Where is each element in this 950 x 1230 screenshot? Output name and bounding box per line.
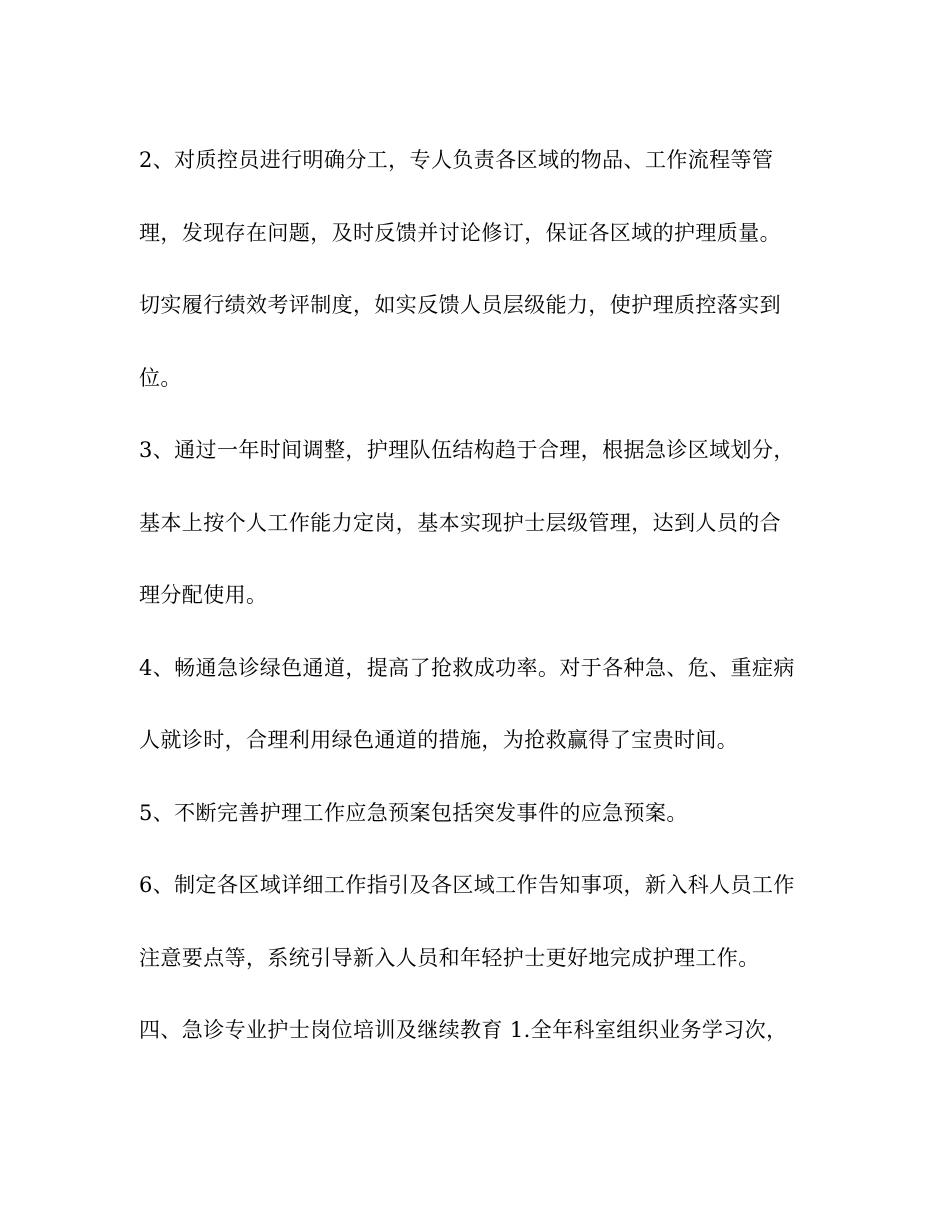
text-line-13: 四、急诊专业护士岗位培训及继续教育 1.全年科室组织业务学习次， bbox=[139, 1018, 788, 1042]
text-line-8: 4、畅通急诊绿色通道，提高了抢救成功率。对于各种急、危、重症病 bbox=[139, 655, 795, 680]
text-line-4: 位。 bbox=[139, 365, 182, 390]
text-line-12: 注意要点等，系统引导新入人员和年轻护士更好地完成护理工作。 bbox=[139, 945, 760, 970]
text-line-5: 3、通过一年时间调整，护理队伍结构趋于合理，根据急诊区域划分， bbox=[139, 438, 795, 462]
text-line-7: 理分配使用。 bbox=[139, 583, 268, 607]
document-body bbox=[139, 140, 819, 1083]
text-line-1: 2、对质控员进行明确分工，专人负责各区域的物品、工作流程等管 bbox=[139, 148, 774, 172]
text-line-2: 理，发现存在问题，及时反馈并讨论修订，保证各区域的护理质量。 bbox=[139, 220, 781, 245]
text-line-9: 人就诊时，合理利用绿色通道的措施，为抢救赢得了宝贵时间。 bbox=[139, 728, 739, 752]
text-line-11: 6、制定各区域详细工作指引及各区域工作告知事项，新入科人员工作 bbox=[139, 873, 795, 897]
text-line-3: 切实履行绩效考评制度，如实反馈人员层级能力，使护理质控落实到 bbox=[139, 293, 781, 317]
text-line-6: 基本上按个人工作能力定岗，基本实现护士层级管理，达到人员的合 bbox=[139, 510, 781, 535]
text-line-10: 5、不断完善护理工作应急预案包括突发事件的应急预案。 bbox=[139, 800, 688, 825]
